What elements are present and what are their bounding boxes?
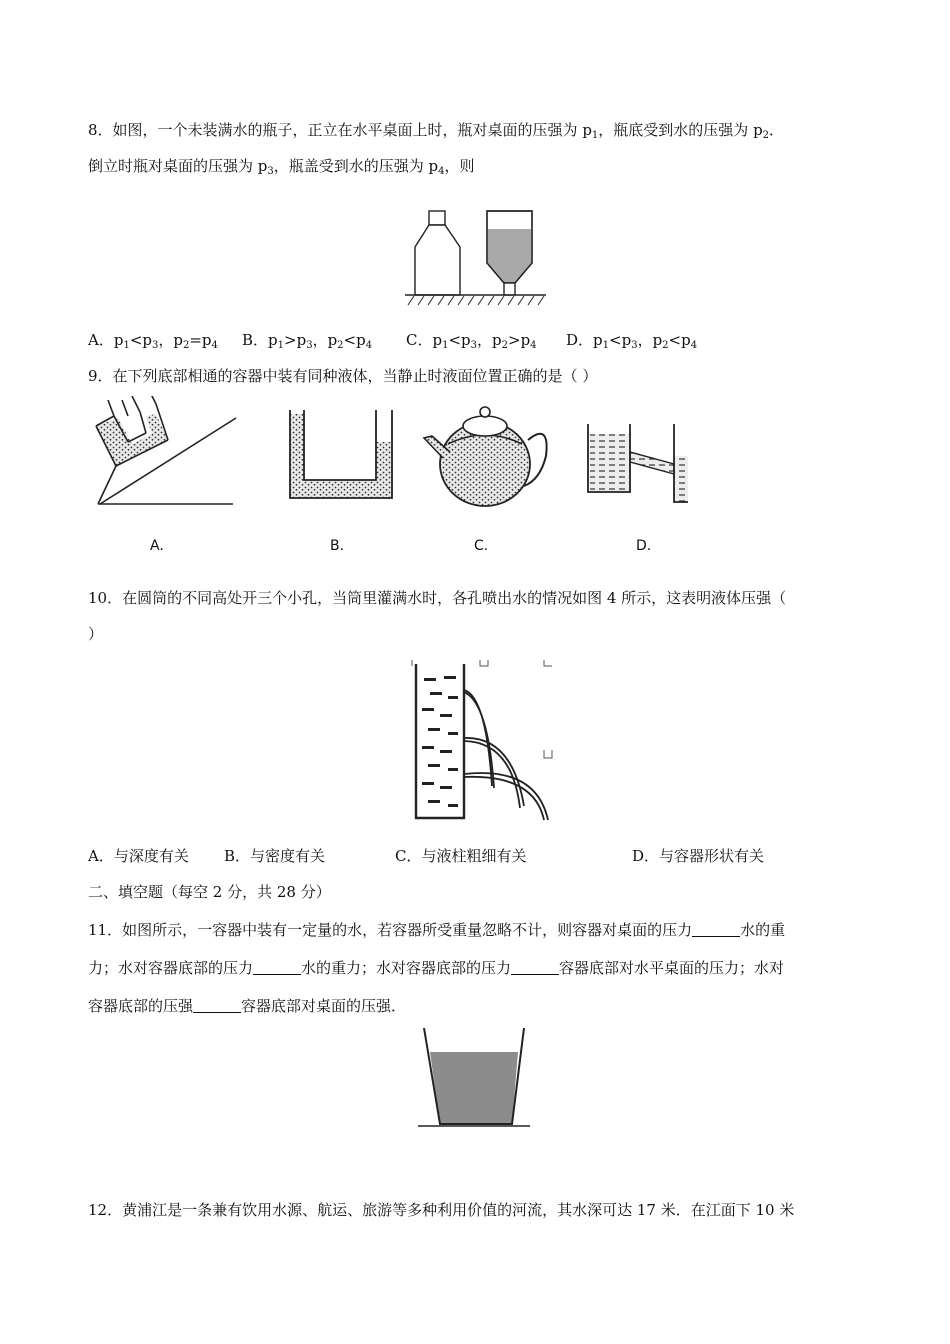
bottle-figure (400, 205, 550, 310)
q10-option-c[interactable]: C．与液柱粗细有关 (395, 847, 527, 865)
q11-blank-4[interactable] (193, 998, 241, 1013)
q10-line2: ） (88, 625, 104, 643)
q8-option-b[interactable]: B．$p_1>p_3$，$p_2<p_4$ (242, 331, 373, 351)
q10-option-d[interactable]: D．与容器形状有关 (632, 847, 765, 865)
q10-line1: 10．在圆筒的不同高处开三个小孔，当筒里灌满水时，各孔喷出水的情况如图 4 所示，这表明液体压强（ (88, 589, 787, 607)
q9-figures (88, 396, 688, 516)
figure-c (424, 407, 547, 506)
q11-blank-2[interactable] (253, 960, 301, 975)
q10-option-b[interactable]: B．与密度有关 (224, 847, 326, 865)
q9-caption-b[interactable]: B. (330, 538, 345, 554)
q8-line1: 8．如图，一个未装满水的瓶子，正立在水平桌面上时，瓶对桌面的压强为 $p_1$，瓶底受到水的压强为 $p_2$． (88, 121, 785, 141)
q11-blank-3[interactable] (511, 960, 559, 975)
q9-caption-c[interactable]: C. (474, 538, 489, 554)
q11-line3: 容器底部的压强 容器底部对桌面的压强． (88, 997, 407, 1015)
section-title: 二、填空题（每空 2 分，共 28 分） (88, 883, 331, 901)
cylinder-figure (408, 656, 558, 824)
q11-line1: 11．如图所示，一容器中装有一定量的水，若容器所受重量忽略不计，则容器对桌面的压力 水的重 (88, 921, 786, 939)
q12-line1: 12．黄浦江是一条兼有饮用水源、航运、旅游等多种利用价值的河流，其水深可达 17 米．在江面下 10 米 (88, 1201, 795, 1219)
q11-line2: 力；水对容器底部的压力 水的重力；水对容器底部的压力 容器底部对水平桌面的压力；水对 (88, 959, 785, 977)
q8-option-c[interactable]: C．$p_1<p_3$，$p_2>p_4$ (406, 331, 537, 351)
q8-option-a[interactable]: A．$p_1<p_3$，$p_2=p_4$ (88, 331, 218, 351)
q8-option-d[interactable]: D．$p_1<p_3$，$p_2<p_4$ (566, 331, 698, 351)
q9-question: 9．在下列底部相通的容器中装有同种液体，当静止时液面位置正确的是（ ） (88, 367, 598, 385)
q11-blank-1[interactable] (692, 922, 740, 937)
figure-a (96, 396, 236, 504)
q9-caption-a[interactable]: A. (150, 538, 164, 554)
q8-line2: 倒立时瓶对桌面的压强为 $p_3$，瓶盖受到水的压强为 $p_4$，则 (88, 157, 475, 177)
q9-caption-d[interactable]: D. (636, 538, 652, 554)
figure-b (290, 410, 392, 498)
container-figure (418, 1024, 530, 1130)
figure-d (588, 424, 688, 502)
q10-option-a[interactable]: A．与深度有关 (88, 847, 189, 865)
